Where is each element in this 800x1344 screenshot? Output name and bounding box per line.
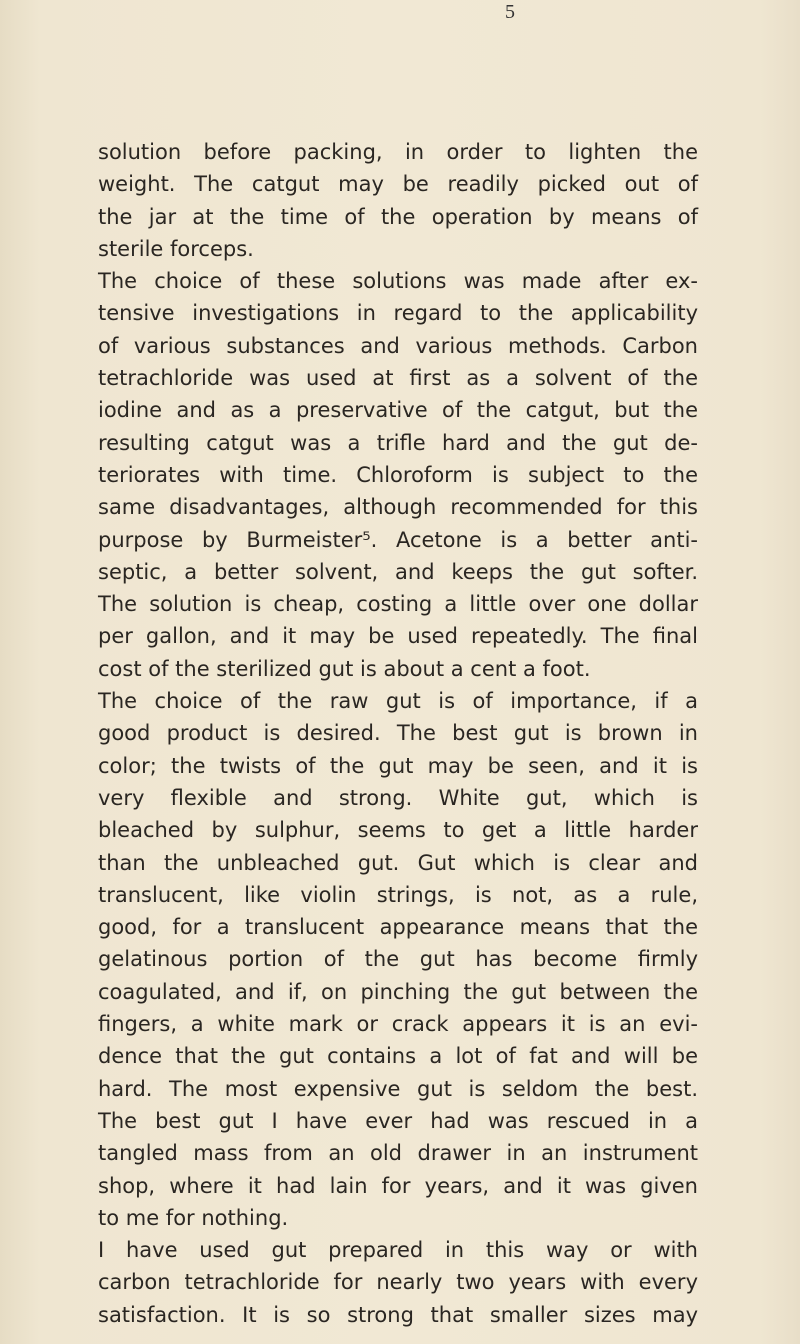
text-line: than the unbleached gut. Gut which is clear and [98, 850, 698, 875]
text-line: satisfaction. It is so strong that smaller sizes may [98, 1302, 698, 1327]
text-line: cost of the sterilized gut is about a cent a foot. [98, 656, 591, 681]
paragraph-4 [98, 1234, 698, 1331]
text-line: the jar at the time of the operation by means of [98, 204, 698, 229]
text-line: The solution is cheap, costing a little over one dollar [98, 592, 698, 617]
text-line: carbon tetrachloride for nearly two years with every [98, 1270, 698, 1295]
text-line: tetrachloride was used at first as a solvent of the [98, 366, 698, 391]
text-line: solution before packing, in order to lighten the [98, 140, 698, 164]
text-line: sterile forceps. [98, 236, 254, 261]
text-line: The choice of these solutions was made after ex- [98, 269, 698, 294]
text-line: same disadvantages, although recommended for this [98, 495, 698, 520]
text-line: very flexible and strong. White gut, which is [98, 785, 698, 810]
text-line: fingers, a white mark or crack appears it is an evi- [98, 1012, 698, 1037]
text-line: shop, where it had lain for years, and it was given [98, 1173, 698, 1198]
text-line: septic, a better solvent, and keeps the gut softer. [98, 559, 698, 584]
text-line: The best gut I have ever had was rescued in a [98, 1108, 698, 1133]
text-line: per gallon, and it may be used repeatedly. The final [98, 624, 698, 649]
text-line: translucent, like violin strings, is not, as a rule, [98, 882, 698, 907]
text-line: hard. The most expensive gut is seldom the best. [98, 1076, 698, 1101]
text-line: The choice of the raw gut is of importance, if a [98, 689, 698, 714]
body-text [98, 136, 698, 1331]
text-line: tensive investigations in regard to the applicability [98, 301, 698, 326]
paragraph-3 [98, 685, 698, 1234]
text-line: I have used gut prepared in this way or with [98, 1238, 698, 1263]
text-line: dence that the gut contains a lot of fat and will be [98, 1044, 698, 1069]
text-line: good product is desired. The best gut is brown in [98, 721, 698, 746]
text-line: good, for a translucent appearance means that the [98, 915, 698, 940]
text-line: coagulated, and if, on pinching the gut between the [98, 979, 698, 1004]
page-number: 5 [505, 1, 515, 23]
text-line: gelatinous portion of the gut has become firmly [98, 947, 698, 972]
text-line: teriorates with time. Chloroform is subject to the [98, 462, 698, 487]
text-line: iodine and as a preservative of the catgut, but the [98, 398, 698, 423]
text-line: bleached by sulphur, seems to get a little harder [98, 818, 698, 843]
paragraph-1 [98, 136, 698, 265]
paragraph-2 [98, 265, 698, 685]
text-line: to me for nothing. [98, 1205, 289, 1230]
text-line: tangled mass from an old drawer in an instrument [98, 1141, 698, 1166]
text-line: resulting catgut was a trifle hard and the gut de- [98, 430, 698, 455]
text-line: of various substances and various methods. Carbon [98, 333, 698, 358]
text-line: weight. The catgut may be readily picked out of [98, 172, 698, 197]
text-line: color; the twists of the gut may be seen, and it is [98, 753, 698, 778]
text-line: purpose by Burmeister⁵. Acetone is a better anti- [98, 527, 698, 552]
